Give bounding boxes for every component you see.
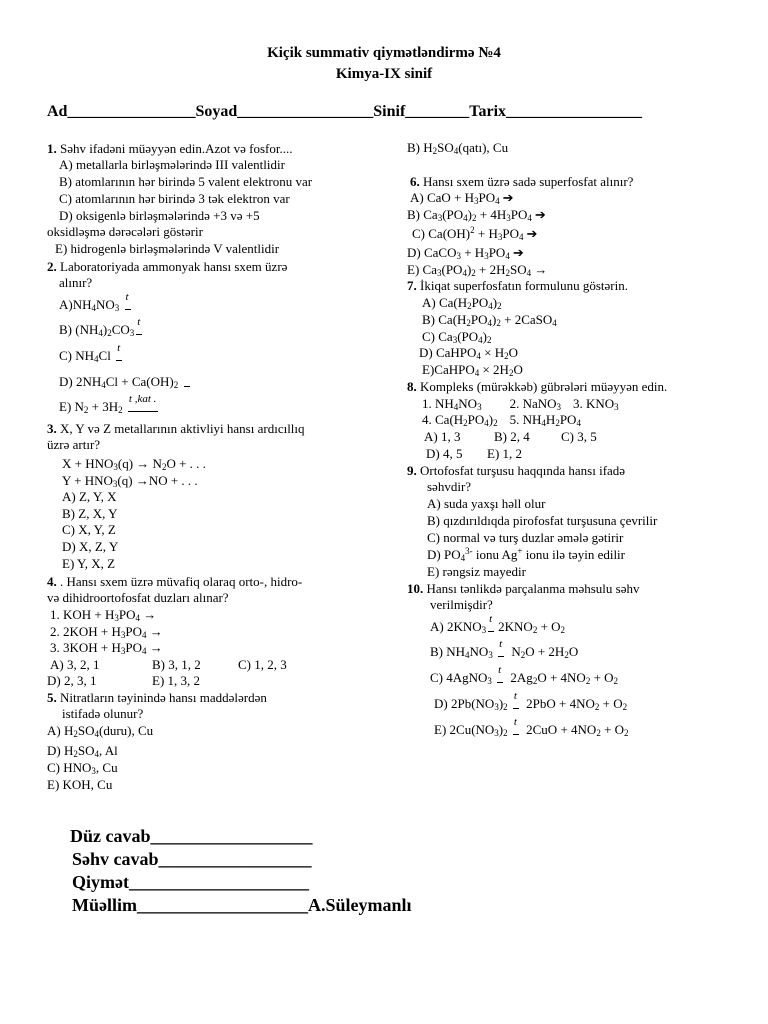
q4-option-d: D) 2, 3, 1 xyxy=(47,673,97,688)
q8-option-c: C) 3, 5 xyxy=(561,429,597,444)
q2-option-a: $A)NH_4NO_3$ t xyxy=(59,291,129,313)
question-2-cont: alınır? xyxy=(59,275,93,290)
q4-option-c: C) 1, 2, 3 xyxy=(238,657,287,672)
teacher-name: A.Süleymanlı xyxy=(308,895,412,915)
q3-option-b: B) Z, X, Y xyxy=(62,506,118,521)
q8-option-a: A) 1, 3 xyxy=(424,429,461,444)
q8-option-e: E) 1, 2 xyxy=(487,446,523,461)
q7-option-d: D) CaHPO$_4$ × $H_2O$ xyxy=(419,345,519,361)
question-5: 5. Nitratların təyinində hansı maddələrdən xyxy=(47,690,267,705)
q3-reaction-2: $Y + HNO_3(q) \to NO$ + . . . xyxy=(62,473,198,489)
q1-option-d-cont: oksidləşmə dərəcələri göstərir xyxy=(47,224,203,239)
question-1: 1. Səhv ifadəni müəyyən edin.Azot və fosfor.... xyxy=(47,141,293,156)
q8-option-b: B) 2, 4 xyxy=(494,429,530,444)
question-4: 4. . Hansı sxem üzrə müvafiq olaraq orto-, hidro- xyxy=(47,574,303,589)
q10-option-b: B) $NH_4NO_3$ t $N_2O + 2H_2O$ xyxy=(430,638,579,660)
q1-option-b: B) atomlarının hər birində 5 valent elektronu var xyxy=(59,174,313,189)
q5-option-b: B) $H_2SO_4(qatı)$, Cu xyxy=(407,140,509,156)
grade-line: Qiymət____________________ xyxy=(72,872,309,892)
q10-option-e: E) $2Cu(NO_3)_2$ t $2CuO + 4NO_2 + O_2$ xyxy=(434,716,629,738)
q8-items-1-3: 1. $NH_4NO_3$ 2. NaNO$_3$ 3. $KNO_3$ xyxy=(422,396,619,412)
q4-reaction-1: 1. KOH + $H_3PO_4$ → xyxy=(50,607,157,623)
q3-option-e: E) Y, X, Z xyxy=(62,556,116,571)
wrong-answers-line: Səhv cavab_________________ xyxy=(72,849,312,869)
q8-option-d: D) 4, 5 xyxy=(426,446,463,461)
q6-option-c: C) $Ca(OH)^2 + H_3PO_4$ ➔ xyxy=(412,225,538,242)
q3-option-a: A) Z, Y, X xyxy=(62,489,117,504)
q5-option-c: C) $HNO_3$, Cu xyxy=(47,760,118,776)
q5-option-e: E) KOH, Cu xyxy=(47,777,113,792)
q3-reaction-1: $X + HNO_3(q) \to N_2O$ + . . . xyxy=(62,456,206,472)
q4-reaction-3: 3. $3KOH + H_3PO_4$ → xyxy=(50,640,163,656)
q9-option-e: E) rəngsiz mayedir xyxy=(427,564,526,579)
question-7: 7. İkiqat superfosfatın formulunu göstərin. xyxy=(407,278,628,293)
q7-option-b: B) $Ca(H_2PO_4)_2$ + 2CaSO$_4$ xyxy=(422,312,557,328)
question-8: 8. Kompleks (mürəkkəb) gübrələri müəyyən edin. xyxy=(407,379,668,394)
question-5-cont: istifadə olunur? xyxy=(62,706,144,721)
q4-option-e: E) 1, 3, 2 xyxy=(152,673,201,688)
q3-option-d: D) X, Z, Y xyxy=(62,539,119,554)
question-3-cont: üzrə artır? xyxy=(47,437,101,452)
teacher-line: Müəllim___________________A.Süleymanlı xyxy=(72,895,412,915)
q2-option-c: C) $NH_4Cl$ t xyxy=(59,342,121,364)
student-info-line: Ad________________Soyad_________________Sinif________Tarix_________________ xyxy=(47,103,643,120)
question-9: 9. Ortofosfat turşusu haqqında hansı ifadə xyxy=(407,463,626,478)
question-9-cont: səhvdir? xyxy=(427,479,472,494)
q3-option-c: C) X, Y, Z xyxy=(62,522,116,537)
question-6: 6. Hansı sxem üzrə sadə superfosfat alınır? xyxy=(410,174,634,189)
q2-option-d: D) $2NH_4Cl + Ca(OH)_2$ xyxy=(59,374,194,390)
correct-answers-line: Düz cavab__________________ xyxy=(70,826,313,846)
q7-option-e: E)CaHPO$_4$ × $2H_2O$ xyxy=(422,362,523,378)
question-10: 10. Hansı tənlikdə parçalanma məhsulu səhv xyxy=(407,581,640,596)
q1-option-d: D) oksigenlə birləşmələrində +3 və +5 xyxy=(59,208,260,223)
q1-option-e: E) hidrogenlə birləşmələrində V valentlidir xyxy=(55,241,280,256)
q10-option-c: C) 4AgNO$_3$ t $2Ag_2O + 4NO_2 + O_2$ xyxy=(430,664,619,686)
question-10-cont: verilmişdir? xyxy=(430,597,493,612)
q4-option-a: A) 3, 2, 1 xyxy=(50,657,100,672)
q4-reaction-2: 2. $2KOH + H_3PO_4$ → xyxy=(50,624,163,640)
q8-items-4-5: 4. $Ca(H_2PO_4)_2$ 5. $NH_4H_2PO_4$ xyxy=(422,412,581,428)
q7-option-c: C) $Ca_3(PO_4)_2$ xyxy=(422,329,492,345)
q10-option-d: D) $2Pb(NO_3)_2$ t $2PbO + 4NO_2 + O_2$ xyxy=(434,690,628,712)
q4-option-b: B) 3, 1, 2 xyxy=(152,657,201,672)
question-3: 3. X, Y və Z metallarının aktivliyi hansı ardıcıllıq xyxy=(47,421,305,436)
q6-option-d: D) CaCO$_3$ + $H_3PO_4$ ➔ xyxy=(407,245,524,261)
q5-option-d: D) $H_2SO_4$, Al xyxy=(47,743,118,759)
q9-option-c: C) normal və turş duzlar əmələ gətirir xyxy=(427,530,624,545)
q9-option-b: B) qızdırıldıqda pirofosfat turşusuna çevrilir xyxy=(427,513,658,528)
page-subtitle: Kimya-IX sinif xyxy=(335,66,433,82)
q10-option-a: A) $2KNO_3$ t $2KNO_2 + O_2$ xyxy=(430,613,566,635)
q7-option-a: A) $Ca(H_2PO_4)_2$ xyxy=(422,295,502,311)
q2-option-b: B) $(NH_4)_2CO_3$ t xyxy=(59,316,141,338)
page-title: Kiçik summativ qiymətləndirmə №4 xyxy=(267,45,501,61)
q1-option-c: C) atomlarının hər birində 3 tək elektron var xyxy=(59,191,290,206)
q9-option-a: A) suda yaxşı həll olur xyxy=(427,496,546,511)
question-4-cont: və dihidroortofosfat duzları alınar? xyxy=(47,590,229,605)
q6-option-e: E) $Ca_3(PO_4)_2 + 2H_2SO_4$ → xyxy=(407,262,548,278)
q2-option-e: E) $N_2 + 3H_2$ t ,kat . xyxy=(59,393,157,415)
question-2: 2. Laboratoriyada ammonyak hansı sxem üzrə xyxy=(47,259,288,274)
q6-option-b: B) $Ca_3(PO_4)_2 + 4H_3PO_4$ ➔ xyxy=(407,207,546,223)
q6-option-a: A) CaO + $H_3PO_4$ ➔ xyxy=(410,190,514,206)
q5-option-a: A) $H_2SO_4(duru)$, Cu xyxy=(47,723,154,739)
q9-option-d: D) $PO_4^{3-}$ ionu Ag+ ionu ilə təyin edilir xyxy=(427,546,626,563)
q1-option-a: A) metallarla birləşmələrində III valentlidir xyxy=(59,157,285,172)
